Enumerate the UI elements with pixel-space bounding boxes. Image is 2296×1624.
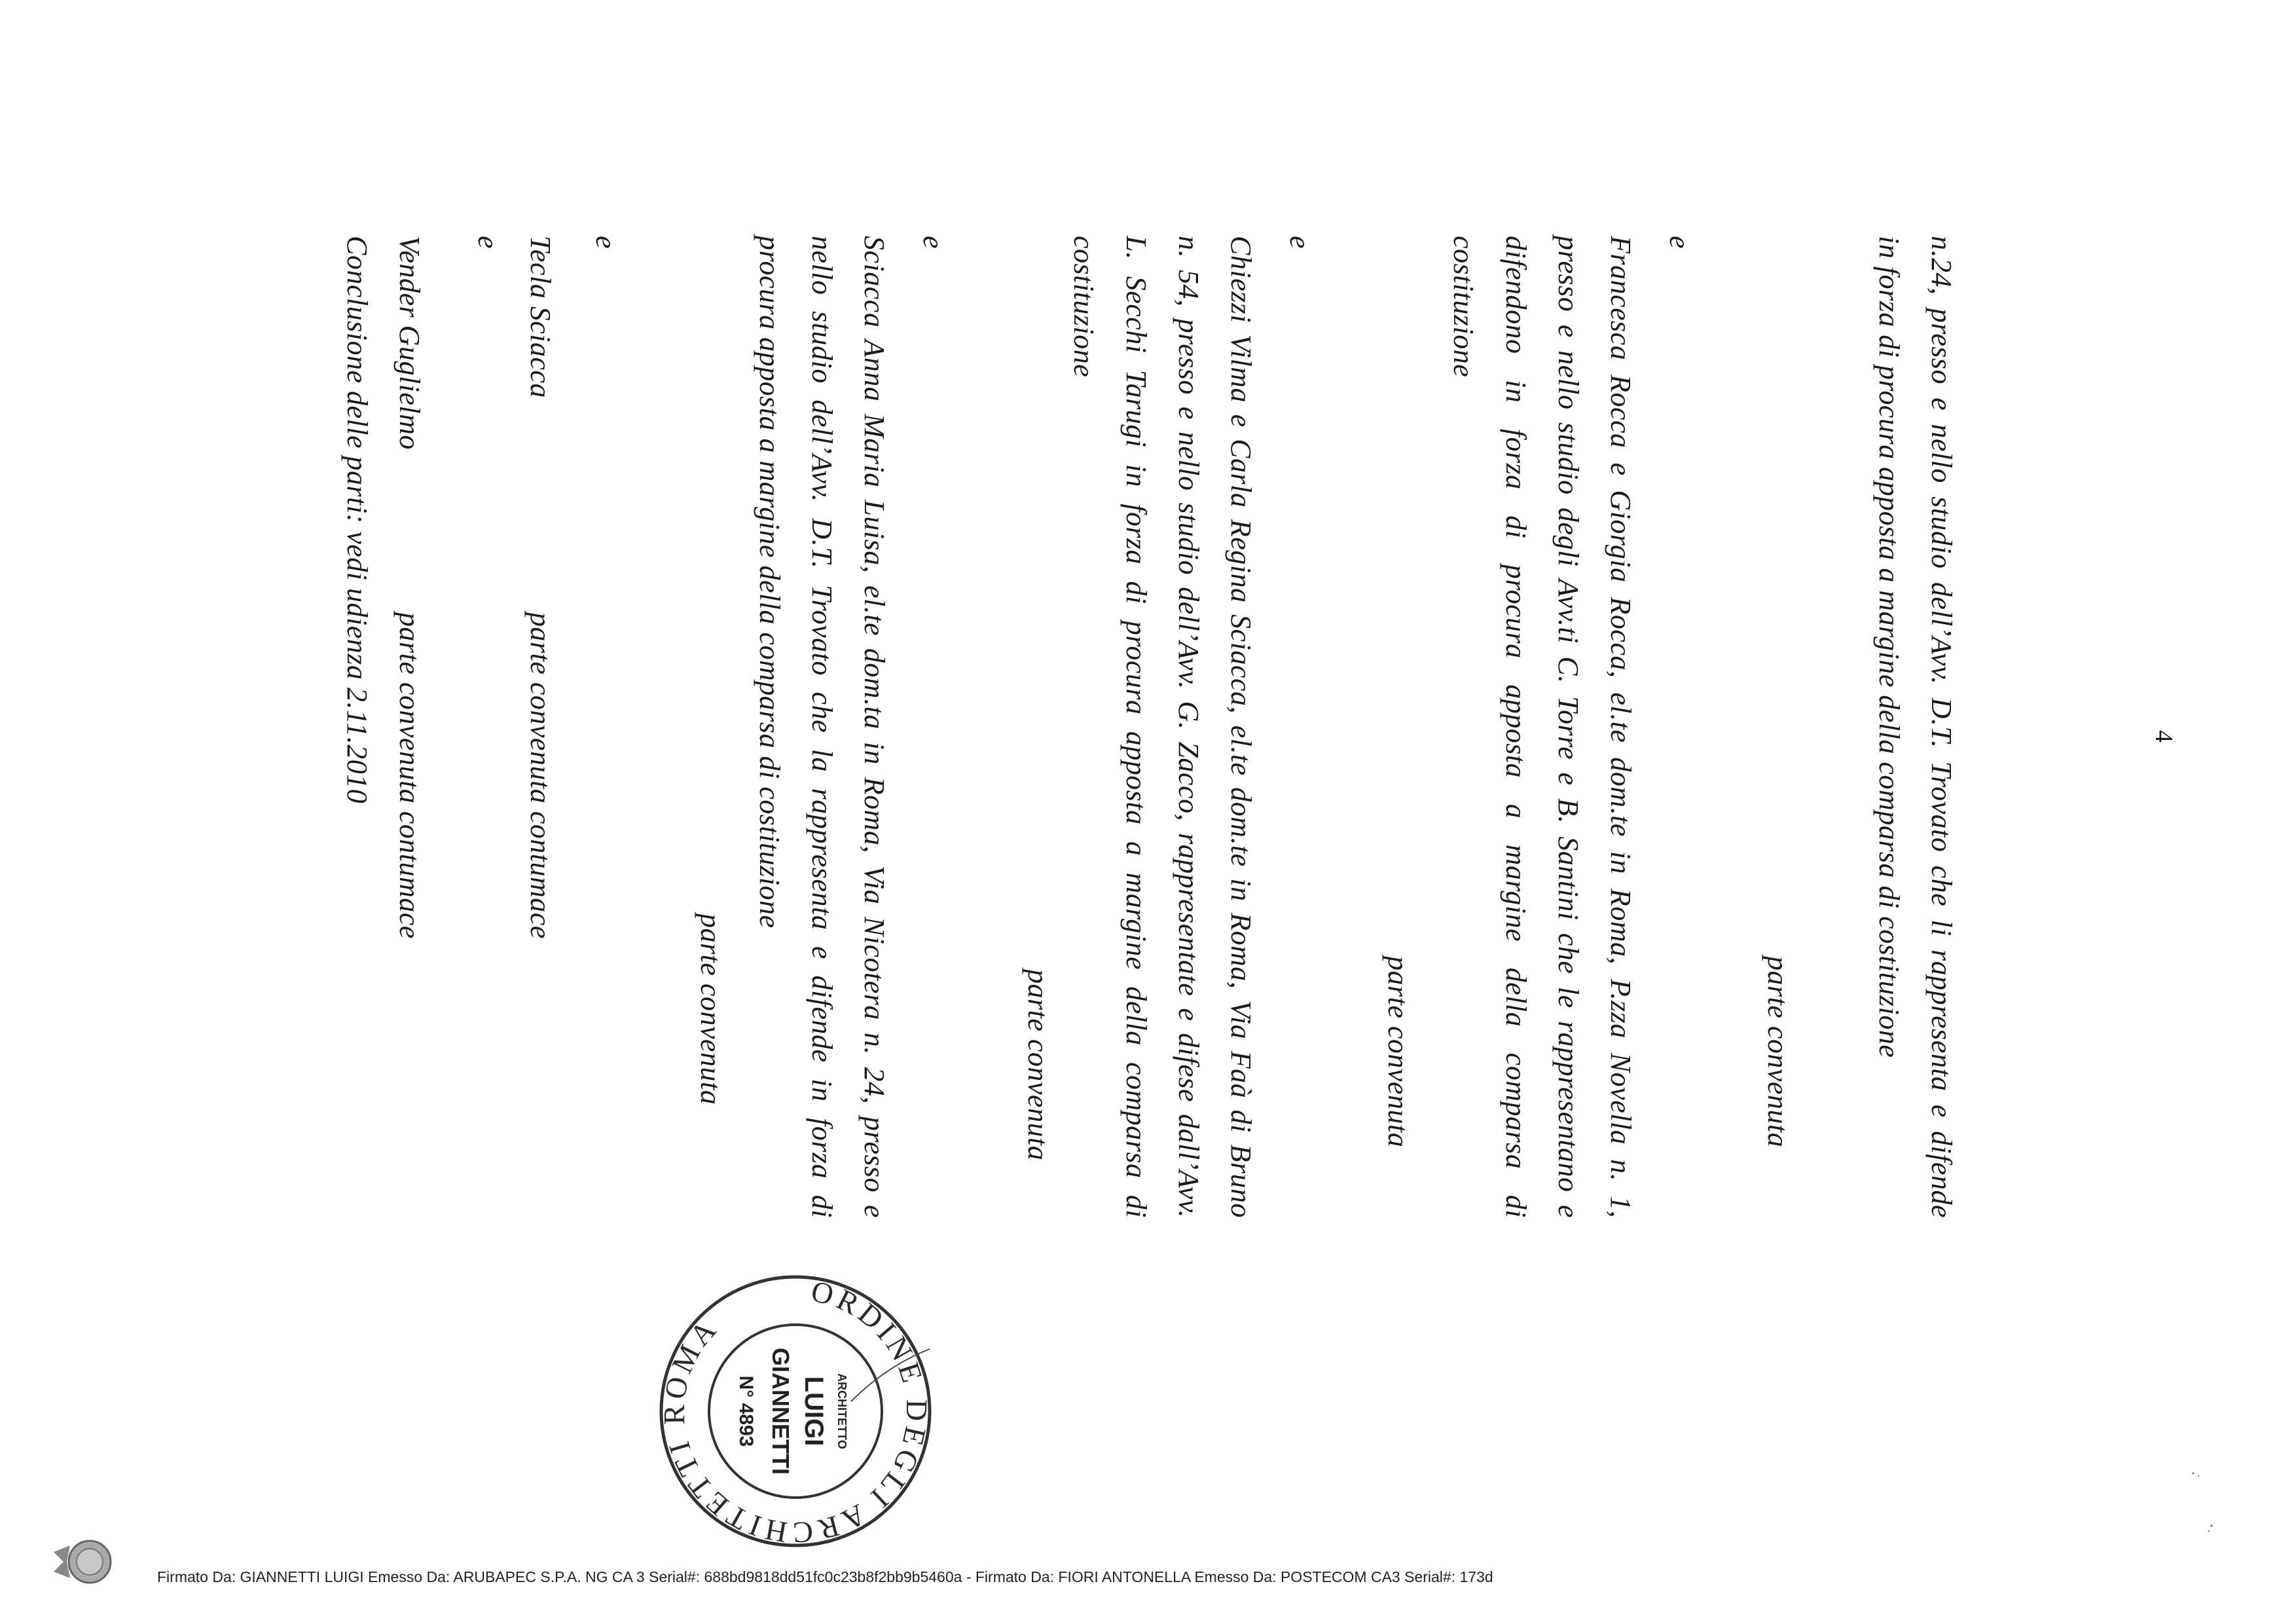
text-line: nello studio dell’Avv. D.T. Trovato che la rappresenta e difende in forza di [806,236,838,1218]
text-line: L. Secchi Tarugi in forza di procura apposta a margine della comparsa di [1120,236,1152,1218]
stamp-first-name: LUIGI [799,1376,828,1447]
conjunction: e [590,236,622,249]
stamp-number: N° 4893 [735,1375,757,1447]
party-role: parte convenuta [695,913,727,1105]
party-role: parte convenuta [1762,956,1794,1148]
text-line: costituzione [1448,236,1480,378]
party-name: Tecla Sciacca [524,236,556,399]
text-line: Francesca Rocca e Giorgia Rocca, el.te dom.te in Roma, P.zza Novella n. 1, [1605,236,1637,1218]
text-line: n.24, presso e nello studio dell’Avv. D.T. Trovato che li rappresenta e difende [1925,236,1958,1218]
party-name: Vender Guglielmo [393,236,426,450]
page-number: 4 [2150,730,2178,743]
party-role: parte convenuta contumace [524,612,556,939]
stamp-seal [655,1270,936,1552]
text-line: n. 54, presso e nello studio dell’Avv. G. Zacco, rappresentate e difese dall’Avv. [1173,236,1205,1218]
conjunction: e [1284,236,1316,249]
text-line: difendono in forza di procura apposta a margine della comparsa di [1500,236,1532,1218]
conjunction: e [917,236,949,249]
text-line: Sciacca Anna Maria Luisa, el.te dom.ta in Roma, Via Nicotera n. 24, presso e [858,236,890,1218]
stamp-last-name: GIANNETTI [767,1348,794,1475]
party-role: parte convenuta contumace [393,612,426,939]
text-line: presso e nello studio degli Avv.ti C. Torre e B. Santini che le rappresentano e [1552,236,1584,1218]
conjunction: e [472,236,504,249]
signature-footer: Firmato Da: GIANNETTI LUIGI Emesso Da: ARUBAPEC S.P.A. NG CA 3 Serial#: 688bd9818dd51fc0c23b8f2bb9b5460a - Firmato Da: FIORI ANTONELLA Emesso Da: POSTECOM CA3 Serial#: 173d [157,1568,1493,1585]
party-role: parte convenuta [1022,969,1054,1161]
conjunction: e [1664,236,1696,249]
conclusion-line: Conclusione delle parti: vedi udienza 2.11.2010 [341,236,373,804]
party-role: parte convenuta [1382,956,1414,1148]
digital-signature-seal-icon [47,1526,119,1598]
text-line: costituzione [1068,236,1100,378]
stamp-title: ARCHITETTO [835,1373,848,1449]
stamp-outer-text: ORDINE DEGLI ARCHITETTI ROMA [657,1274,934,1550]
architect-stamp [655,1270,936,1552]
scan-specks [2180,1460,2219,1539]
text-line: in forza di procura apposta a margine della comparsa di costituzione [1873,236,1905,1058]
text-line: Chiezzi Vilma e Carla Regina Sciacca, el.te dom.te in Roma, Via Faà di Bruno [1225,236,1257,1218]
text-line: procura apposta a margine della comparsa di costituzione [754,236,786,929]
